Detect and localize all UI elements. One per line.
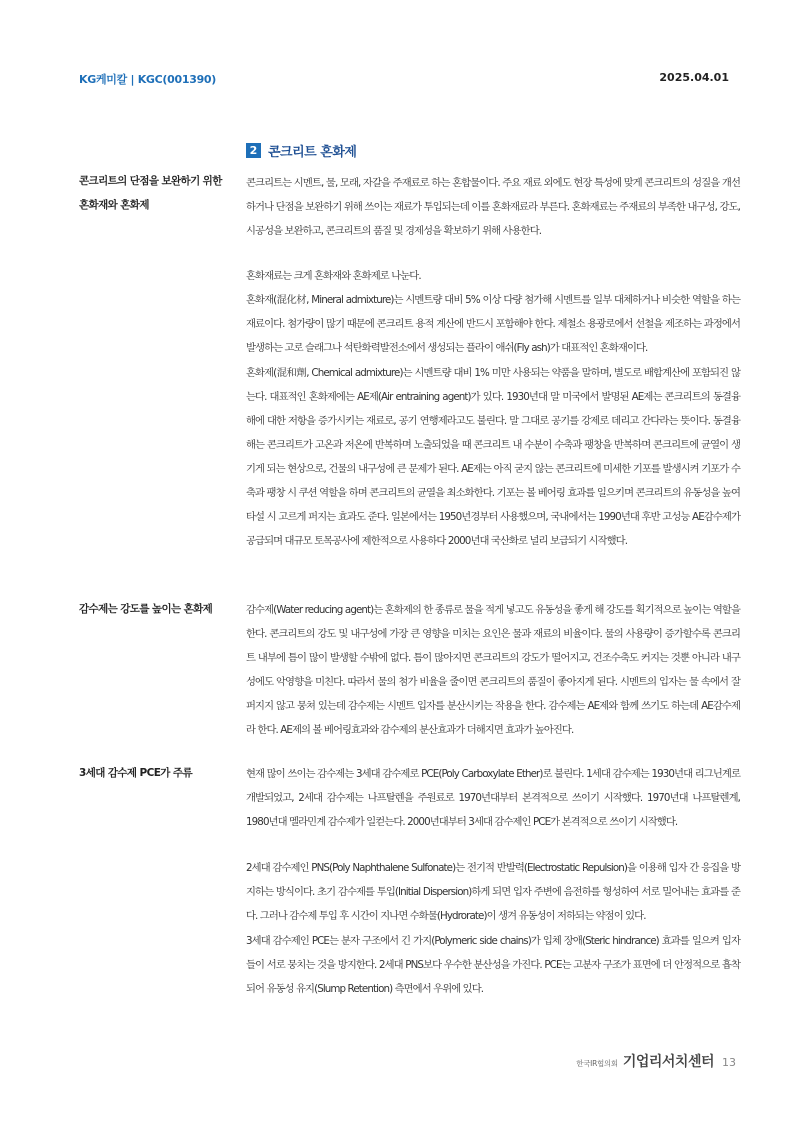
side-label-line: 혼화재와 혼화제 — [79, 199, 149, 211]
page-footer — [576, 1051, 736, 1071]
side-label-water-reducer: 감수제는 강도를 높이는 혼화제 — [79, 603, 213, 615]
paragraph-chemical-admixture: 혼화제(混和劑, Chemical admixture)는 시멘트량 대비 1% 미만 사용되는 약품을 말하며, 별도로 배합계산에 포함되진 않는다. 대표적인 혼화제에는 AE제(Air entraining agent)가 있다. 1930년대 말 미국에서 발명된 AE제는 콘크리트의 동결융해에 대한 저항을 증가시키는 재료로, 공기 연행제라고도 불린다. 말 그대로 공기를 강제로 데리고 간다라는 뜻이다. 동결융해는 콘크리트가 고온과 저온에 반복하며 노출되었을 때 콘크리트 내 수분이 수축과 팽창을 반복하며 콘크리트에 균열이 생기게 되는 현상으로, 건물의 내구성에 큰 문제가 된다. AE제는 아직 굳지 않는 콘크리트에 미세한 기포를 발생시켜 기포가 수축과 팽창 시 쿠션 역할을 하며 콘크리트의 균열을 최소화한다. 기포는 볼 베어링 효과를 일으키며 콘크리트의 유동성을 높여 타설 시 고르게 퍼지는 효과도 준다. 일본에서는 1950년경부터 사용했으며, 국내에서는 1990년대 후반 고성능 AE감수제가 공급되며 대규모 토목공사에 제한적으로 사용하다 2000년대 국산화로 널리 보급되기 시작했다. — [246, 367, 740, 547]
paragraph-water-reducer: 감수제(Water reducing agent)는 혼화제의 한 종류로 물을 적게 넣고도 유동성을 좋게 해 강도를 획기적으로 높이는 역할을 한다. 콘크리트의 강도 및 내구성에 가장 큰 영향을 미치는 요인은 물과 재료의 비율이다. 물의 사용량이 증가할수록 콘크리트 내부에 틈이 많이 발생할 수밖에 없다. 틈이 많아지면 콘크리트의 강도가 떨어지고, 건조수축도 커지는 것뿐 아니라 내구성에도 악영향을 미친다. 따라서 물의 첨가 비율을 줄이면 콘크리트의 품질이 좋아지게 된다. 시멘트의 입자는 물 속에서 잘 퍼지지 않고 뭉쳐 있는데 감수제는 시멘트 입자를 분산시키는 작용을 한다. 감수제는 AE제와 함께 쓰기도 하는데 AE감수제라 한다. AE제의 볼 베어링효과와 감수제의 분산효과가 더해지면 효과가 높아진다. — [246, 604, 740, 736]
footer-research-center: 기업리서치센터 — [622, 1054, 714, 1070]
paragraph-pns: 2세대 감수제인 PNS(Poly Naphthalene Sulfonate)는 전기적 반발력(Electrostatic Repulsion)을 이용해 입자 간 응집을 방지하는 방식이다. 초기 감수제를 투입(Initial Dispersion)하게 되면 입자 주변에 음전하를 형성하여 서로 밀어내는 효과를 준다. 그러나 감수제 투입 후 시간이 지나면 수화물(Hydrorate)이 생겨 유동성이 저하되는 약점이 있다. — [246, 862, 740, 922]
report-date: 2025.04.01 — [659, 71, 729, 84]
paragraph-mineral-admixture: 혼화재(混化材, Mineral admixture)는 시멘트량 대비 5% 이상 다량 첨가해 시멘트를 일부 대체하거나 비슷한 역할을 하는 재료이다. 첨가량이 많기 때문에 콘크리트 용적 계산에 반드시 포함해야 한다. 제철소 용광로에서 선철을 제조하는 과정에서 발생하는 고로 슬래그나 석탄화력발전소에서 생성되는 플라이 애쉬(Fly ash)가 대표적인 혼화재이다. — [246, 294, 740, 354]
side-label-pce: 3세대 감수제 PCE가 주류 — [79, 767, 192, 779]
paragraph-classification: 혼화재료는 크게 혼화재와 혼화제로 나눈다. — [246, 270, 421, 282]
paragraph-intro: 콘크리트는 시멘트, 물, 모래, 자갈을 주재료로 하는 혼합물이다. 주요 재료 외에도 현장 특성에 맞게 콘크리트의 성질을 개선하거나 단점을 보완하기 위해 쓰이는 재료가 투입되는데 이를 혼화재료라 부른다. 혼화재료는 주재료의 부족한 내구성, 강도, 시공성을 보완하고, 콘크리트의 품질 및 경제성을 확보하기 위해 사용한다. — [246, 177, 740, 237]
report-company-ticker: KG케미칼 | KGC(001390) — [79, 73, 217, 86]
section-title: 콘크리트 혼화제 — [268, 145, 357, 160]
section-heading — [246, 141, 356, 160]
side-label-line: 콘크리트의 단점을 보완하기 위한 — [79, 175, 222, 187]
page-number: 13 — [722, 1056, 736, 1069]
paragraph-pce: 3세대 감수제인 PCE는 분자 구조에서 긴 가지(Polymeric side chains)가 입체 장애(Steric hindrance) 효과를 일으켜 입자들이 서로 뭉치는 것을 방지한다. 2세대 PNS보다 우수한 분산성을 가진다. PCE는 고분자 구조가 표면에 더 안정적으로 흡착되어 유동성 유지(Slump Retention) 측면에서 우위에 있다. — [246, 935, 740, 995]
side-label-admixture — [79, 169, 229, 217]
section-number-badge: 2 — [246, 143, 261, 158]
footer-org: 한국IR협의회 — [576, 1059, 618, 1068]
paragraph-pce-intro: 현재 많이 쓰이는 감수제는 3세대 감수제로 PCE(Poly Carboxylate Ether)로 불린다. 1세대 감수제는 1930년대 리그닌계로 개발되었고, 2세대 감수제는 나프탈렌을 주원료로 1970년대부터 본격적으로 쓰이기 시작했다. 1970년대 나프탈렌계, 1980년대 멜라민계 감수제가 일컫는다. 2000년대부터 3세대 감수제인 PCE가 본격적으로 쓰이기 시작했다. — [246, 768, 740, 828]
